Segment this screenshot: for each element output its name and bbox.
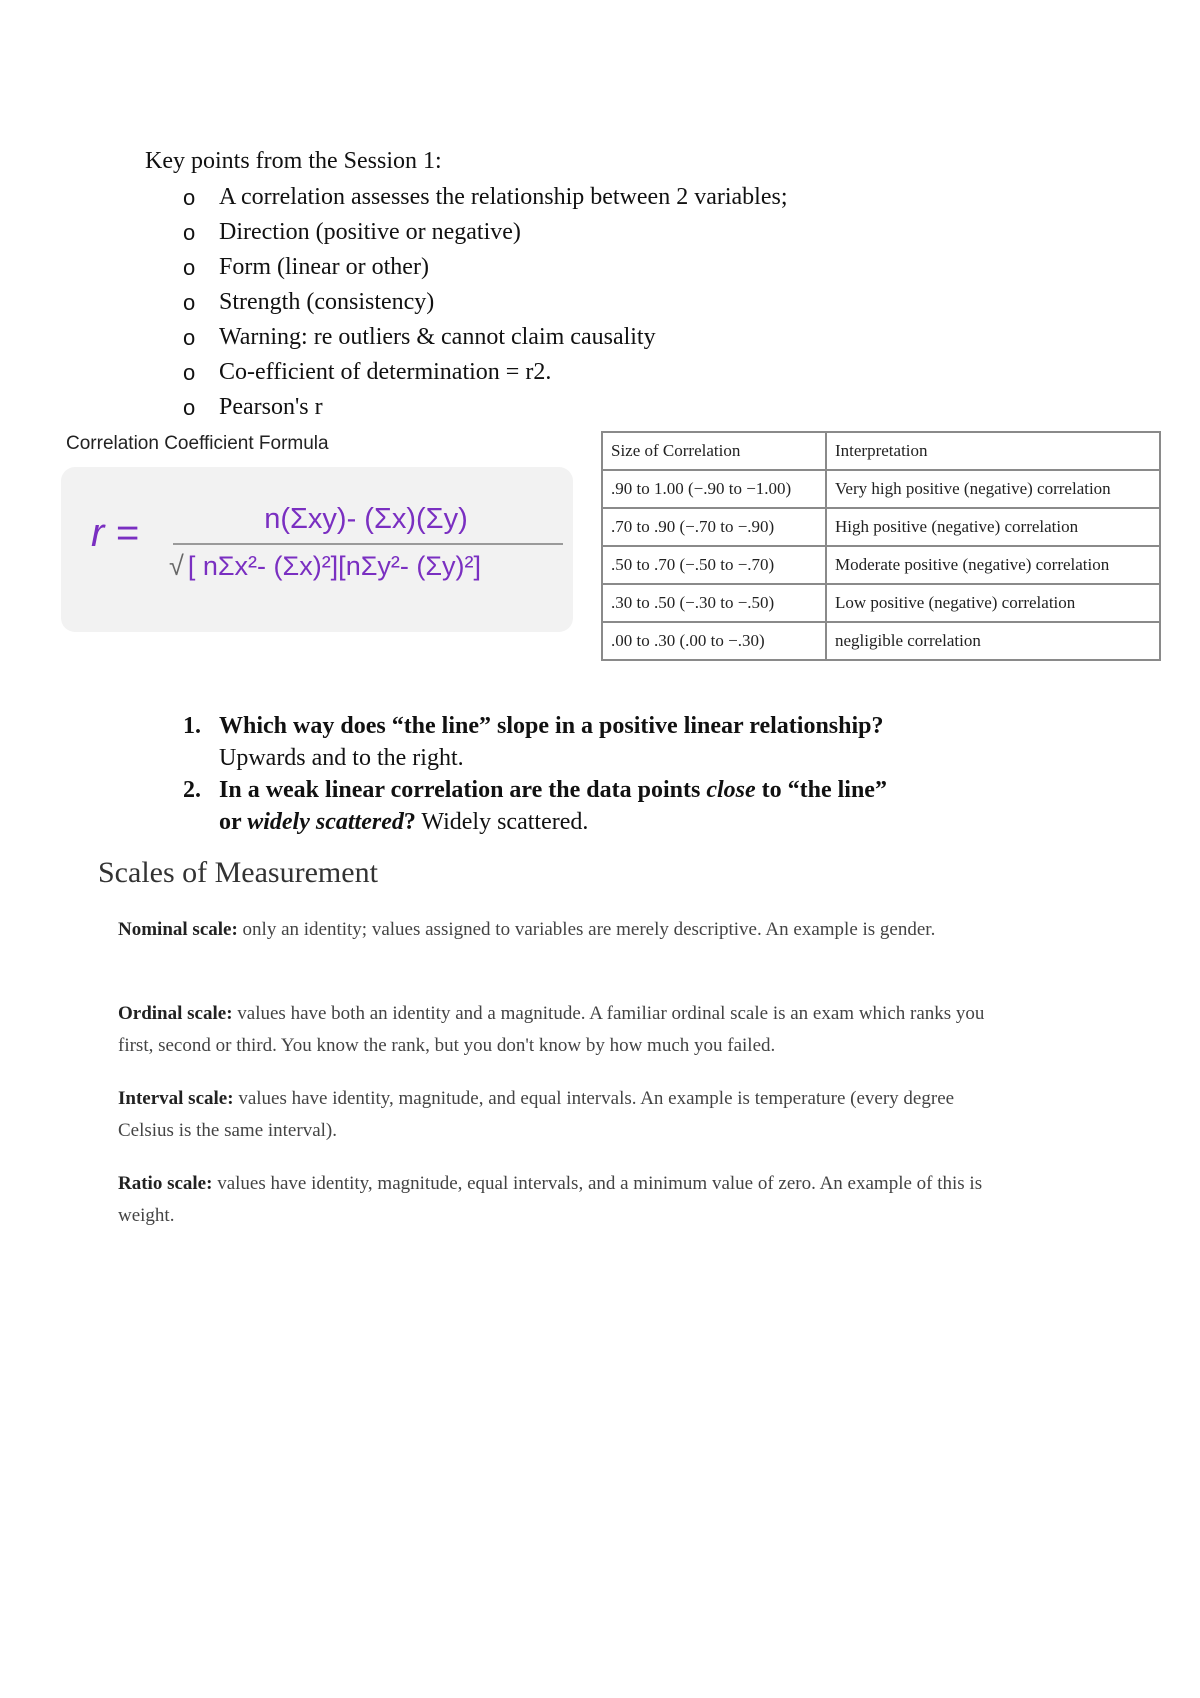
scale-description: values have identity, magnitude, and equal intervals. An example is temperature (every degree Celsius is the same interval). — [118, 1088, 955, 1141]
table-row — [602, 470, 1160, 508]
question-answer: Upwards and to the right. — [219, 745, 464, 771]
formula-caption: Correlation Coefficient Formula — [66, 433, 329, 454]
scale-term: Interval scale: — [118, 1088, 234, 1109]
table-cell: Low positive (negative) correlation — [826, 584, 1160, 622]
formula-denominator: [ nΣx²- (Σx)²][nΣy²- (Σy)²] — [187, 551, 482, 581]
questions-list — [183, 710, 887, 838]
bullet-icon: o — [183, 220, 196, 245]
list-item — [183, 390, 788, 425]
list-item-text: Direction (positive or negative) — [219, 219, 521, 245]
question-answer: Widely scattered. — [415, 809, 589, 835]
scale-description: values have both an identity and a magnitude. A familiar ordinal scale is an exam which ranks you first, second or third. You know the rank, but you don't know by how much you failed. — [118, 1003, 985, 1056]
square-root-icon: √ — [169, 551, 184, 581]
section-heading: Scales of Measurement — [98, 856, 378, 889]
question-emphasis: close — [706, 777, 756, 803]
bullet-icon: o — [183, 290, 196, 315]
scale-term: Ordinal scale: — [118, 1003, 233, 1024]
list-item — [183, 250, 788, 285]
list-item-text: Form (linear or other) — [219, 254, 429, 280]
table-cell: negligible correlation — [826, 622, 1160, 660]
question-text: to “the line” — [755, 777, 887, 803]
list-item-text: Warning: re outliers & cannot claim causality — [219, 324, 656, 350]
formula-box — [61, 467, 573, 632]
table-row — [602, 508, 1160, 546]
question-text: Which way does “the line” slope in a positive linear relationship? — [219, 713, 884, 739]
bullet-icon: o — [183, 325, 196, 350]
question-text: In a weak linear correlation are the data points — [219, 777, 707, 803]
table-cell: .00 to .30 (.00 to −.30) — [602, 622, 826, 660]
list-item-text: Co-efficient of determination = r2. — [219, 359, 552, 385]
table-cell: Moderate positive (negative) correlation — [826, 546, 1160, 584]
formula-denominator-wrap — [169, 551, 481, 582]
table-cell: .70 to .90 (−.70 to −.90) — [602, 508, 826, 546]
bullet-icon: o — [183, 395, 196, 420]
table-row — [602, 546, 1160, 584]
scale-paragraph — [118, 914, 988, 946]
bullet-icon: o — [183, 185, 196, 210]
scale-paragraph — [118, 998, 988, 1062]
fraction-bar — [173, 543, 563, 545]
bullet-icon: o — [183, 255, 196, 280]
question-item — [183, 710, 887, 774]
list-item-text: Strength (consistency) — [219, 289, 435, 315]
key-points-heading: Key points from the Session 1: — [145, 148, 442, 174]
question-item — [183, 774, 887, 838]
list-item — [183, 215, 788, 250]
table-cell: Very high positive (negative) correlation — [826, 470, 1160, 508]
question-text-line — [219, 806, 887, 838]
table-row — [602, 584, 1160, 622]
list-item — [183, 285, 788, 320]
formula-numerator: n(Σxy)- (Σx)(Σy) — [264, 503, 468, 535]
list-item-text: A correlation assesses the relationship between 2 variables; — [219, 184, 788, 210]
table-header-row — [602, 432, 1160, 470]
formula-lhs: r = — [91, 511, 139, 555]
list-item — [183, 355, 788, 390]
scale-description: values have identity, magnitude, equal intervals, and a minimum value of zero. An example of this is weight. — [118, 1173, 983, 1226]
scale-paragraph — [118, 1083, 988, 1147]
list-item-text: Pearson's r — [219, 394, 323, 420]
correlation-table — [601, 431, 1161, 661]
scale-paragraph — [118, 1168, 988, 1232]
scale-term: Ratio scale: — [118, 1173, 213, 1194]
list-item — [183, 180, 788, 215]
scale-description: only an identity; values assigned to variables are merely descriptive. An example is gender. — [237, 919, 936, 940]
table-cell: High positive (negative) correlation — [826, 508, 1160, 546]
table-row — [602, 622, 1160, 660]
question-text: ? — [403, 809, 416, 835]
list-item — [183, 320, 788, 355]
table-cell: .90 to 1.00 (−.90 to −1.00) — [602, 470, 826, 508]
scale-term: Nominal scale: — [118, 919, 238, 940]
question-number: 1. — [183, 713, 201, 739]
question-text-line — [219, 774, 887, 806]
question-emphasis: widely scattered — [247, 809, 404, 835]
table-cell: .50 to .70 (−.50 to −.70) — [602, 546, 826, 584]
table-header: Interpretation — [826, 432, 1160, 470]
question-text: or — [219, 809, 248, 835]
table-header: Size of Correlation — [602, 432, 826, 470]
key-points-list — [183, 180, 788, 425]
question-number: 2. — [183, 777, 201, 803]
table-cell: .30 to .50 (−.30 to −.50) — [602, 584, 826, 622]
bullet-icon: o — [183, 360, 196, 385]
